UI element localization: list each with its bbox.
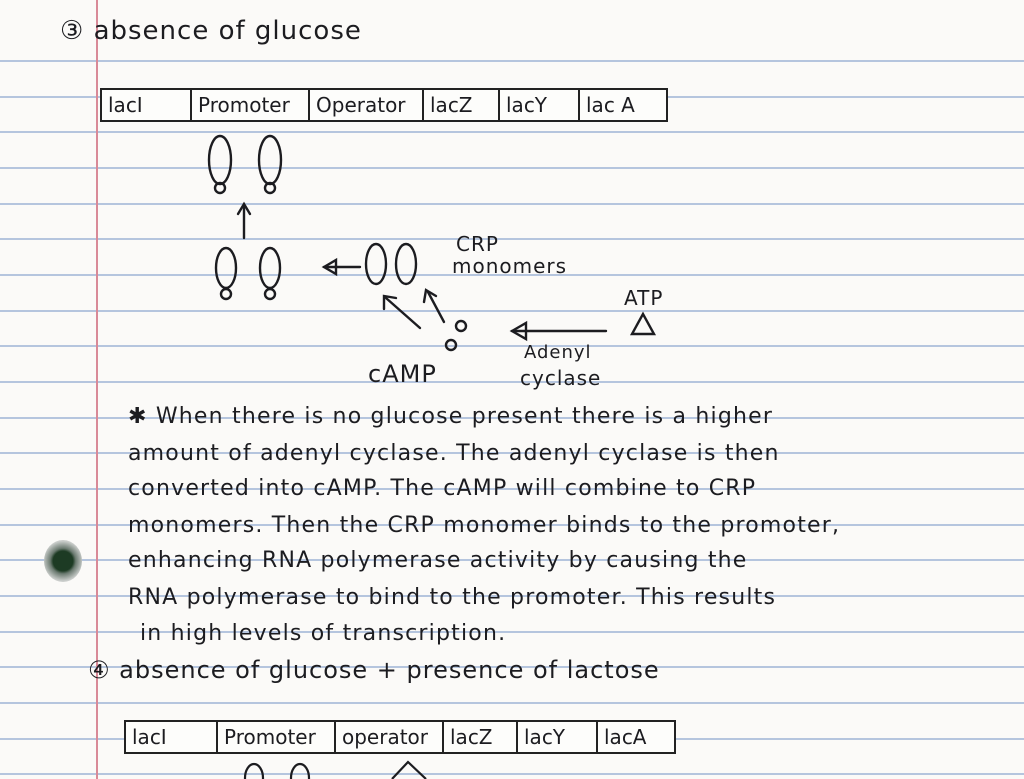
gene-laci: lacI (126, 722, 218, 752)
explanation-line: in high levels of transcription. (140, 621, 507, 646)
explanation-line: monomers. Then the CRP monomer binds to the promoter, (128, 513, 841, 538)
gene-promoter: Promoter (192, 90, 310, 120)
gene-lacz: lacZ (424, 90, 500, 120)
gene-lacy: lacY (500, 90, 580, 120)
cyclase-label: cyclase (520, 366, 602, 390)
crp-label: CRP (456, 232, 499, 256)
adenyl-label: Adenyl (524, 342, 592, 363)
section3-heading: ③ absence of glucose (60, 16, 362, 46)
atp-label: ATP (624, 286, 664, 310)
monomers-label: monomers (452, 254, 568, 278)
explanation-line: amount of adenyl cyclase. The adenyl cyclase is then (128, 441, 780, 466)
gene-lacy: lacY (518, 722, 598, 752)
explanation-line: converted into cAMP. The cAMP will combine to CRP (128, 476, 757, 501)
gene-operator: operator (336, 722, 444, 752)
gene-laci: lacI (102, 90, 192, 120)
gene-promoter: Promoter (218, 722, 336, 752)
camp-label: cAMP (368, 360, 437, 388)
section4-heading: ④ absence of glucose + presence of lactose (88, 656, 660, 684)
explanation-line: RNA polymerase to bind to the promoter. This results (128, 585, 777, 610)
gene-laca: lac A (586, 93, 635, 117)
explanation-line: ✱ When there is no glucose present there is a higher (128, 404, 774, 429)
gene-operator: Operator (310, 90, 424, 120)
gene-laca: lacA (604, 725, 647, 749)
explanation-line: enhancing RNA polymerase activity by causing the (128, 548, 748, 573)
gene-lacz: lacZ (444, 722, 518, 752)
